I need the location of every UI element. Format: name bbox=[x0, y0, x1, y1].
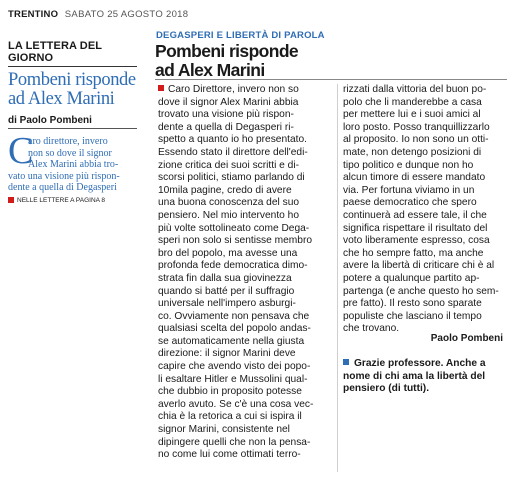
red-square-icon bbox=[158, 85, 164, 91]
sidebar-title bbox=[8, 71, 137, 109]
body-line-text: una buona conoscenza del suo bbox=[158, 197, 300, 209]
headline-line: Pombeni risponde bbox=[155, 41, 299, 61]
body-line-text: loro posto. Posso tranquillizzarlo bbox=[343, 121, 490, 133]
body-line bbox=[158, 399, 334, 412]
abstract-line: Alex Marini abbia tro- bbox=[28, 159, 119, 170]
page-reference-text: NELLE LETTERE A PAGINA 8 bbox=[17, 196, 106, 204]
body-line bbox=[343, 298, 519, 311]
body-line bbox=[343, 97, 519, 110]
body-line-text: scorsi politici, stiamo parlando di bbox=[158, 172, 305, 184]
body-line-text: per mettere lui e i suoi amici al bbox=[343, 109, 481, 121]
body-line bbox=[158, 449, 334, 462]
body-line bbox=[343, 122, 519, 135]
body-line bbox=[158, 134, 334, 147]
body-line-text: rizzati dalla vittoria del buon po- bbox=[343, 84, 487, 95]
body-line bbox=[158, 235, 334, 248]
body-line-text: direzione: il signor Marini deve bbox=[158, 348, 296, 360]
letter-of-the-day-box bbox=[8, 40, 137, 204]
body-line bbox=[158, 286, 334, 299]
body-line-text: averlo avuto. Se c'è una cosa vec- bbox=[158, 398, 314, 410]
body-line bbox=[343, 160, 519, 173]
body-line bbox=[158, 260, 334, 273]
body-line-text: Essendo stato il direttore dell'edi- bbox=[158, 146, 308, 158]
body-line-text: populiste che lasciano il tempo bbox=[343, 310, 482, 322]
body-line bbox=[158, 147, 334, 160]
body-line bbox=[343, 260, 519, 273]
body-line-text: no come lui come ottimati terro- bbox=[158, 449, 301, 461]
body-line-text: 10mila pagine, credo di avere bbox=[158, 184, 292, 196]
body-line-text: che dubbio in proposito potesse bbox=[158, 386, 302, 398]
drop-cap: C bbox=[8, 130, 34, 172]
abstract-line: non so dove il signor bbox=[28, 147, 112, 159]
editor-reply bbox=[343, 358, 513, 396]
blue-square-icon bbox=[343, 359, 349, 365]
article-column-1 bbox=[158, 84, 334, 462]
body-line-text: alcun timore di essere mandato bbox=[343, 172, 486, 184]
body-line bbox=[343, 185, 519, 198]
body-line bbox=[158, 84, 334, 97]
body-line bbox=[158, 197, 334, 210]
body-line-text: se automaticamente nella giusta bbox=[158, 335, 305, 347]
body-line-text: polo che li manderebbe a casa bbox=[343, 96, 482, 108]
body-line bbox=[343, 147, 519, 160]
body-line-text: co. Ovviamente non pensava che bbox=[158, 310, 310, 322]
body-line-text: universale nell'impero asburgi- bbox=[158, 298, 296, 310]
body-line-text: che ho sempre fatto, ma anche bbox=[343, 247, 484, 259]
body-line-text: paese democratico che spero bbox=[343, 197, 477, 209]
body-line-text: pre fatto). Il resto sono sparate bbox=[343, 298, 482, 310]
body-line-text: Caro Direttore, invero non so bbox=[168, 84, 299, 95]
abstract-line: aro direttore, invero bbox=[28, 136, 108, 147]
body-line-text: signor Marini, consistente nel bbox=[158, 424, 290, 436]
body-line bbox=[158, 97, 334, 110]
body-line bbox=[343, 273, 519, 286]
body-line-text: partenga (e anche questo ho sem- bbox=[343, 285, 499, 297]
article-kicker: DEGASPERI E LIBERTÀ DI PAROLA bbox=[156, 30, 325, 41]
headline-rule bbox=[155, 79, 507, 80]
reply-line bbox=[343, 358, 513, 371]
reply-line: nome di chi ama la libertà del bbox=[343, 370, 486, 382]
body-line-text: avere la libertà di criticare chi è al bbox=[343, 260, 495, 272]
red-square-icon bbox=[8, 197, 14, 203]
body-line bbox=[343, 210, 519, 223]
body-line-text: più volte sottolineato come Dega- bbox=[158, 222, 310, 234]
reply-line: pensiero (di tutti). bbox=[343, 383, 430, 395]
body-line-text: quando si batté per il suffragio bbox=[158, 285, 295, 297]
body-line-text: dipingere quelli che non la pensa- bbox=[158, 436, 311, 448]
body-line-text: zione critica dei suoi scritti e di- bbox=[158, 159, 299, 171]
body-line bbox=[343, 235, 519, 248]
headline-line: ad Alex Marini bbox=[155, 59, 265, 80]
body-line-text: potere a qualunque partito ap- bbox=[343, 272, 480, 284]
body-line bbox=[343, 223, 519, 236]
page-reference bbox=[8, 197, 137, 204]
body-line bbox=[343, 84, 519, 97]
body-line bbox=[343, 286, 519, 299]
body-line-text: continuerà ad essere tale, il che bbox=[343, 209, 487, 221]
body-line bbox=[343, 197, 519, 210]
body-line-text: li esaltare Hitler e Mussolini qual- bbox=[158, 373, 308, 385]
body-line bbox=[158, 411, 334, 424]
sidebar-author: di Paolo Pombeni bbox=[8, 112, 137, 129]
body-line-text: qualsiasi scelta del popolo andas- bbox=[158, 323, 311, 335]
newspaper-name: TRENTINO bbox=[8, 9, 59, 20]
signature: Paolo Pombeni bbox=[430, 333, 503, 344]
column-divider bbox=[337, 84, 338, 472]
body-line-text: mate, non detengo posizioni di bbox=[343, 146, 482, 158]
sidebar-title-line: Pombeni risponde bbox=[8, 70, 136, 90]
body-line-text: capire che avendo visto dei popo- bbox=[158, 361, 311, 373]
body-line bbox=[158, 248, 334, 261]
body-line-text: spetto a quanto io ho presentato. bbox=[158, 134, 307, 146]
body-line-text: via. Per fortuna viviamo in un bbox=[343, 184, 475, 196]
abstract-line: dente a quella di Degasperi bbox=[8, 182, 117, 193]
body-line-text: strata fin dalla sua giovinezza bbox=[158, 272, 292, 284]
sidebar-abstract bbox=[8, 130, 137, 204]
body-line-text: dente a quella di Degasperi ri- bbox=[158, 121, 294, 133]
sidebar-kicker: LA LETTERA DEL GIORNO bbox=[8, 40, 137, 67]
body-line bbox=[158, 109, 334, 122]
body-line-text: chia è la retorica a cui si ispira il bbox=[158, 411, 302, 423]
body-line bbox=[343, 109, 519, 122]
body-line bbox=[158, 374, 334, 387]
body-line bbox=[158, 210, 334, 223]
body-line bbox=[158, 160, 334, 173]
body-line bbox=[158, 172, 334, 185]
body-line bbox=[158, 311, 334, 324]
body-line bbox=[158, 386, 334, 399]
body-line bbox=[158, 185, 334, 198]
body-line bbox=[343, 172, 519, 185]
body-line-text: pensiero. Nel mio intervento ho bbox=[158, 209, 300, 221]
body-line bbox=[158, 361, 334, 374]
body-line bbox=[158, 336, 334, 349]
reply-line-text: Grazie professore. Anche a bbox=[354, 358, 486, 369]
body-line bbox=[158, 323, 334, 336]
body-line-text: bro del popolo, ma avesse una bbox=[158, 247, 298, 259]
body-line-text: al proposito. Io non sono un otti- bbox=[343, 134, 489, 146]
sidebar-title-line: ad Alex Marini bbox=[8, 89, 115, 109]
masthead bbox=[8, 9, 188, 20]
body-line-text: speri non solo si sentisse membro bbox=[158, 235, 313, 247]
article-headline bbox=[155, 42, 298, 79]
issue-date: SABATO 25 AGOSTO 2018 bbox=[64, 9, 189, 20]
body-line bbox=[158, 348, 334, 361]
body-line bbox=[158, 223, 334, 236]
body-line-text: tipo politico e dunque non ho bbox=[343, 159, 474, 171]
body-line-text: che trovano. bbox=[343, 323, 400, 335]
body-line bbox=[158, 122, 334, 135]
body-line bbox=[158, 273, 334, 286]
body-line bbox=[158, 424, 334, 437]
body-line bbox=[343, 134, 519, 147]
abstract-line: vato una visione più rispon- bbox=[8, 170, 120, 182]
body-line bbox=[158, 298, 334, 311]
body-line bbox=[343, 248, 519, 261]
body-line-text: dove il signor Alex Marini abbia bbox=[158, 96, 299, 108]
body-line bbox=[343, 311, 519, 324]
body-line-text: voto liberamente espresso, cosa bbox=[343, 235, 490, 247]
body-line-text: profonda fede democratica dimo- bbox=[158, 260, 308, 272]
article-column-2 bbox=[343, 84, 519, 336]
body-line-text: significa rispettare il risultato del bbox=[343, 222, 488, 234]
body-line bbox=[158, 437, 334, 450]
body-line-text: trovato una visione più rispon- bbox=[158, 109, 294, 121]
